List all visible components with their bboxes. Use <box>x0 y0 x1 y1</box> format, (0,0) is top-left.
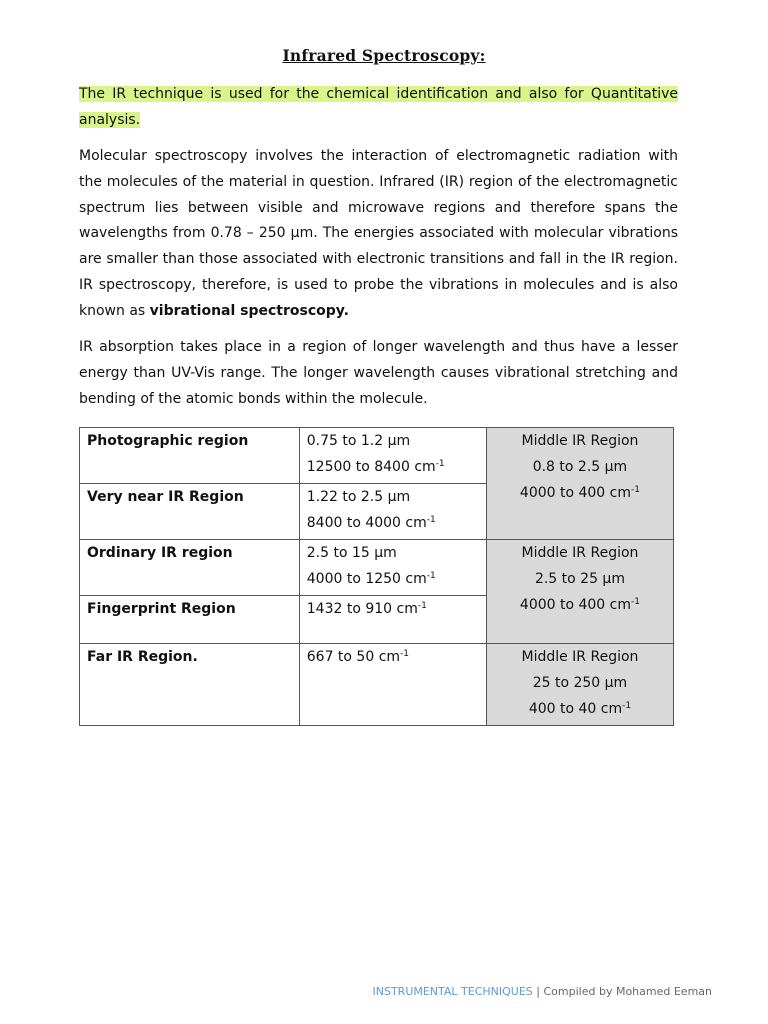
middle-ir-group-1 <box>486 428 673 540</box>
region-range-cell <box>299 644 486 726</box>
range-um: 0.75 to 1.2 μm <box>306 433 411 449</box>
ir-regions-table <box>79 427 674 726</box>
group-range-cm: 4000 to 400 $cm^{-1}$ <box>519 597 640 613</box>
group-label: Middle IR Region <box>521 649 639 665</box>
group-range-um: 2.5 to 25 μm <box>534 571 625 587</box>
footer-title: INSTRUMENTAL TECHNIQUES <box>372 985 533 998</box>
intro-paragraph <box>79 82 678 134</box>
group-range-cm: 400 to 40 $cm^{-1}$ <box>528 701 632 717</box>
document-title: Infrared Spectroscopy: <box>282 46 486 65</box>
region-range-cell <box>299 540 486 596</box>
table-row <box>80 540 674 596</box>
region-name: Fingerprint Region <box>87 601 236 617</box>
paragraph-text: Molecular spectroscopy involves the interaction of electromagnetic radiation with the molecules of the material in question. Infrared (IR) region of the electromagnetic spectrum lies between visible and microwave regions and therefore spans the wavelengths from 0.78 – 250 μm. The energies associated with molecular vibrations are smaller than those associated with electronic transitions and fall in the IR region. IR spectroscopy, therefore, is used to probe the vibrations in molecules and is also known as <box>79 148 678 319</box>
range-cm: 12500 to 8400 $cm^{-1}$ <box>306 459 445 475</box>
table-row <box>80 428 674 484</box>
molecular-spectroscopy-paragraph <box>79 144 678 325</box>
region-range-cell <box>299 428 486 484</box>
middle-ir-group-3 <box>486 644 673 726</box>
range-um: 2.5 to 15 μm <box>306 545 397 561</box>
region-name: Very near IR Region <box>87 489 244 505</box>
ir-absorption-paragraph: IR absorption takes place in a region of longer wavelength and thus have a lesser energy than UV-Vis range. The longer wavelength causes vibrational stretching and bending of the atomic bonds within the molecule. <box>79 339 678 407</box>
group-label: Middle IR Region <box>521 433 639 449</box>
region-name-cell <box>80 540 300 596</box>
region-name-cell <box>80 428 300 484</box>
region-name: Far IR Region. <box>87 649 198 665</box>
range-cm: 1432 to 910 $cm^{-1}$ <box>306 601 427 617</box>
region-name-cell <box>80 484 300 540</box>
region-range-cell <box>299 596 486 644</box>
range-um: 1.22 to 2.5 μm <box>306 489 411 505</box>
highlighted-text: The IR technique is used for the chemical identification and also for Quantitative analysis. <box>79 86 678 128</box>
region-name: Photographic region <box>87 433 249 449</box>
page-footer <box>373 985 713 998</box>
group-label: Middle IR Region <box>521 545 639 561</box>
group-range-um: 0.8 to 2.5 μm <box>532 459 628 475</box>
group-range-um: 25 to 250 μm <box>532 675 628 691</box>
table-row <box>80 644 674 726</box>
middle-ir-group-2 <box>486 540 673 644</box>
footer-credit: Compiled by Mohamed Eeman <box>543 985 712 998</box>
region-name-cell <box>80 596 300 644</box>
range-cm: 667 to 50 $cm^{-1}$ <box>306 649 410 665</box>
region-name: Ordinary IR region <box>87 545 233 561</box>
footer-separator: | <box>532 985 544 998</box>
bold-term: vibrational spectroscopy. <box>149 302 349 319</box>
range-cm: 4000 to 1250 $cm^{-1}$ <box>306 571 436 587</box>
region-range-cell <box>299 484 486 540</box>
group-range-cm: 4000 to 400 $cm^{-1}$ <box>519 485 640 501</box>
range-cm: 8400 to 4000 $cm^{-1}$ <box>306 515 436 531</box>
region-name-cell <box>80 644 300 726</box>
